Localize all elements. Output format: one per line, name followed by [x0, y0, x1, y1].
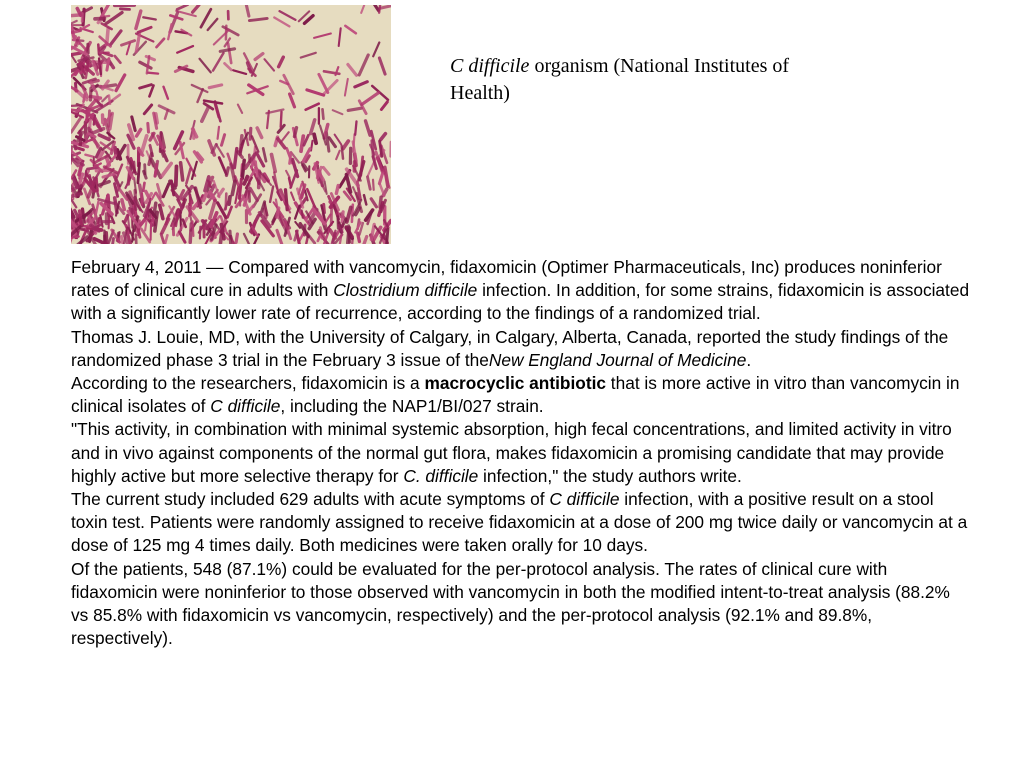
paragraph-3: According to the researchers, fidaxomicin is a macrocyclic antibiotic that is more active in vitro than vancomycin in clinical isolates of C difficile, including the NAP1/BI/027 strain.	[71, 373, 960, 417]
paragraph-4-quote: "This activity, in combination with minimal systemic absorption, high fecal concentrations, and limited activity in vitro and in vivo against components of the normal gut flora, makes fidaxomicin a promising candidate that may provide highly active but more selective therapy for C. difficile infection," the study authors write.	[71, 419, 952, 486]
figure-caption	[450, 53, 830, 107]
paragraph-1: February 4, 2011 — Compared with vancomycin, fidaxomicin (Optimer Pharmaceuticals, Inc) produces noninferior rates of clinical cure in adults with Clostridium difficile infection. In addition, for some strains, fidaxomicin is associated with a significantly lower rate of recurrence, according to the findings of a randomized trial.	[71, 257, 970, 324]
caption-source: organism (National Institutes of Health)	[450, 55, 790, 104]
article-body	[71, 256, 971, 650]
macrocyclic-antibiotic-term: macrocyclic antibiotic	[424, 373, 606, 394]
paragraph-5: The current study included 629 adults with acute symptoms of C difficile infection, with a positive result on a stool toxin test. Patients were randomly assigned to receive fidaxomicin at a dose of 200 mg twice daily or vancomycin at a dose of 125 mg 4 times daily. Both medicines were taken orally for 10 days.	[71, 489, 968, 556]
paragraph-2: Thomas J. Louie, MD, with the University of Calgary, in Calgary, Alberta, Canada, reported the study findings of the randomized phase 3 trial in the February 3 issue of theNew England Journal of Medicine.	[71, 326, 949, 370]
caption-organism: C difficile	[450, 55, 530, 77]
journal-name: New England Journal of Medicine	[488, 349, 747, 370]
paragraph-6: Of the patients, 548 (87.1%) could be evaluated for the per-protocol analysis. The rates of clinical cure with fidaxomicin were noninferior to those observed with vancomycin in both the modified intent-to-treat analysis (88.2% vs 85.8% with fidaxomicin vs vancomycin, respectively) and the per-protocol analysis (92.1% and 89.8%, respectively).	[71, 558, 950, 649]
c-difficile-micrograph	[71, 5, 391, 244]
bacteria-image	[71, 5, 391, 244]
